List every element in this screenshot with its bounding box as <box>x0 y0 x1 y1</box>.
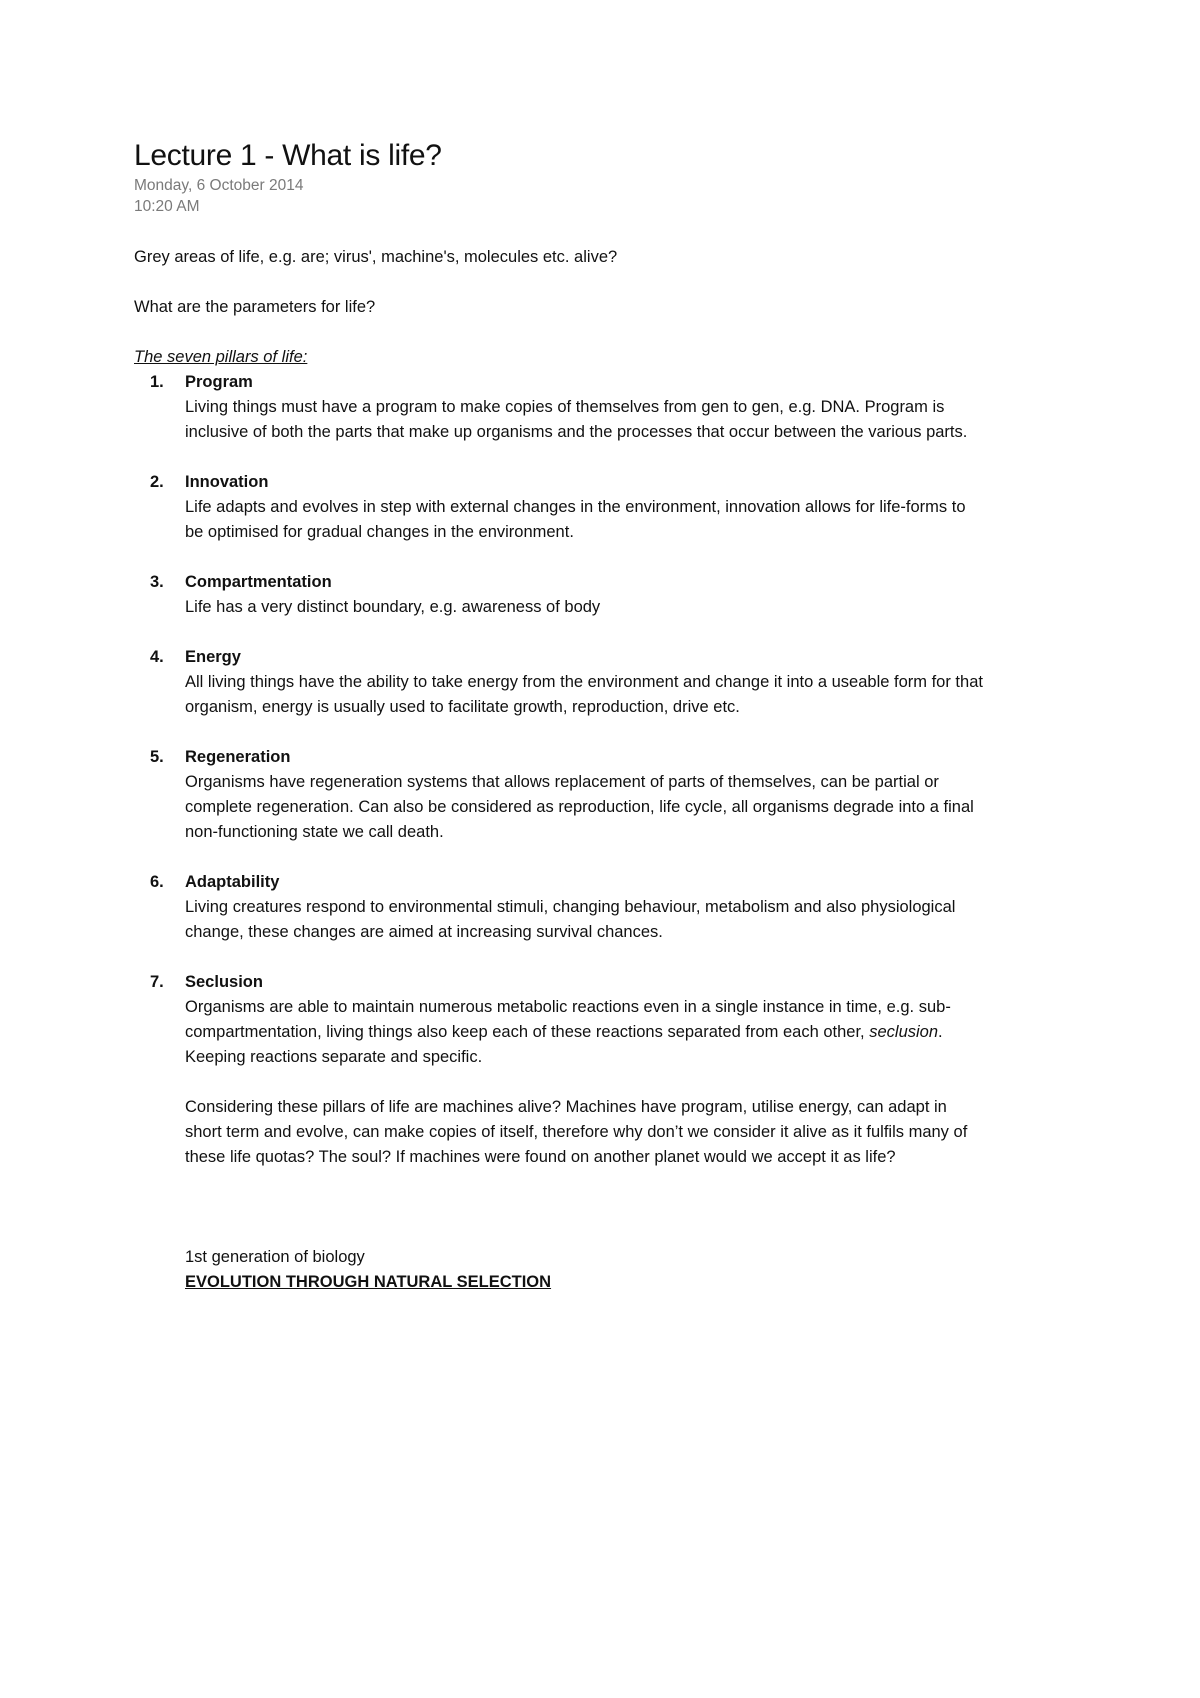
pillar-item-adaptability <box>134 870 984 945</box>
pillar-item-program <box>134 370 984 445</box>
pillar-number: 1. <box>150 373 164 391</box>
pillar-name: Regeneration <box>185 748 291 766</box>
pillar-item-energy <box>134 645 984 720</box>
parameters-question: What are the parameters for life? <box>134 298 376 316</box>
pillar-item-compartmentation <box>134 570 984 620</box>
pillar-description-emphasis: seclusion <box>869 1023 939 1041</box>
note-page <box>134 138 984 1295</box>
note-date: Monday, 6 October 2014 <box>134 177 304 194</box>
pillar-number: 2. <box>150 473 164 491</box>
pillar-description: Living creatures respond to environmental stimuli, changing behaviour, metabolism and also physiological change, these changes are aimed at increasing survival chances. <box>185 898 956 941</box>
pillar-description: Life adapts and evolves in step with external changes in the environment, innovation allows for life-forms to be optimised for gradual changes in the environment. <box>185 498 966 541</box>
pillar-number: 6. <box>150 873 164 891</box>
pillar-description: All living things have the ability to take energy from the environment and change it into a useable form for that organism, energy is usually used to facilitate growth, reproduction, drive etc. <box>185 673 983 716</box>
pillar-item-seclusion <box>134 970 984 1070</box>
pillar-number: 7. <box>150 973 164 991</box>
pillar-description-end: . Keeping reactions separate and specific. <box>185 1023 943 1066</box>
reflection-block <box>134 1095 984 1295</box>
page-title: Lecture 1 - What is life? <box>134 139 442 172</box>
pillar-number: 3. <box>150 573 164 591</box>
reflection-paragraph: Considering these pillars of life are machines alive? Machines have program, utilise energy, can adapt in short term and evolve, can make copies of itself, therefore why don’t we consider it alive as it fulfils many of these life quotas? The soul? If machines were found on another planet would we accept it as life? <box>185 1098 968 1166</box>
pillars-heading: The seven pillars of life: <box>134 348 308 366</box>
pillar-description: Living things must have a program to make copies of themselves from gen to gen, e.g. DNA. Program is inclusive of both the parts that make up organisms and the processes that occur between the various parts. <box>185 398 968 441</box>
pillar-item-innovation <box>134 470 984 545</box>
pillar-name: Compartmentation <box>185 573 332 591</box>
note-time: 10:20 AM <box>134 198 200 215</box>
pillar-name: Seclusion <box>185 973 263 991</box>
pillar-name: Program <box>185 373 253 391</box>
pillar-name: Innovation <box>185 473 269 491</box>
pillar-name: Adaptability <box>185 873 280 891</box>
pillar-description <box>185 995 984 1070</box>
grey-areas-paragraph: Grey areas of life, e.g. are; virus', machine's, molecules etc. alive? <box>134 248 618 266</box>
pillar-number: 4. <box>150 648 164 666</box>
pillar-item-regeneration <box>134 745 984 845</box>
pillar-description: Organisms have regeneration systems that allows replacement of parts of themselves, can be partial or complete regeneration. Can also be considered as reproduction, life cycle, all organisms degrade into a final non-functioning state we call death. <box>185 773 974 841</box>
pillar-description-start: Organisms are able to maintain numerous metabolic reactions even in a single instance in time, e.g. sub-compartmentation, living things also keep each of these reactions separated from each other, <box>185 998 951 1041</box>
pillar-number: 5. <box>150 748 164 766</box>
generation-label: 1st generation of biology <box>185 1248 365 1266</box>
pillar-name: Energy <box>185 648 241 666</box>
generation-title: EVOLUTION THROUGH NATURAL SELECTION <box>185 1273 552 1291</box>
pillar-description: Life has a very distinct boundary, e.g. awareness of body <box>185 598 601 616</box>
pillars-list <box>134 370 984 1070</box>
